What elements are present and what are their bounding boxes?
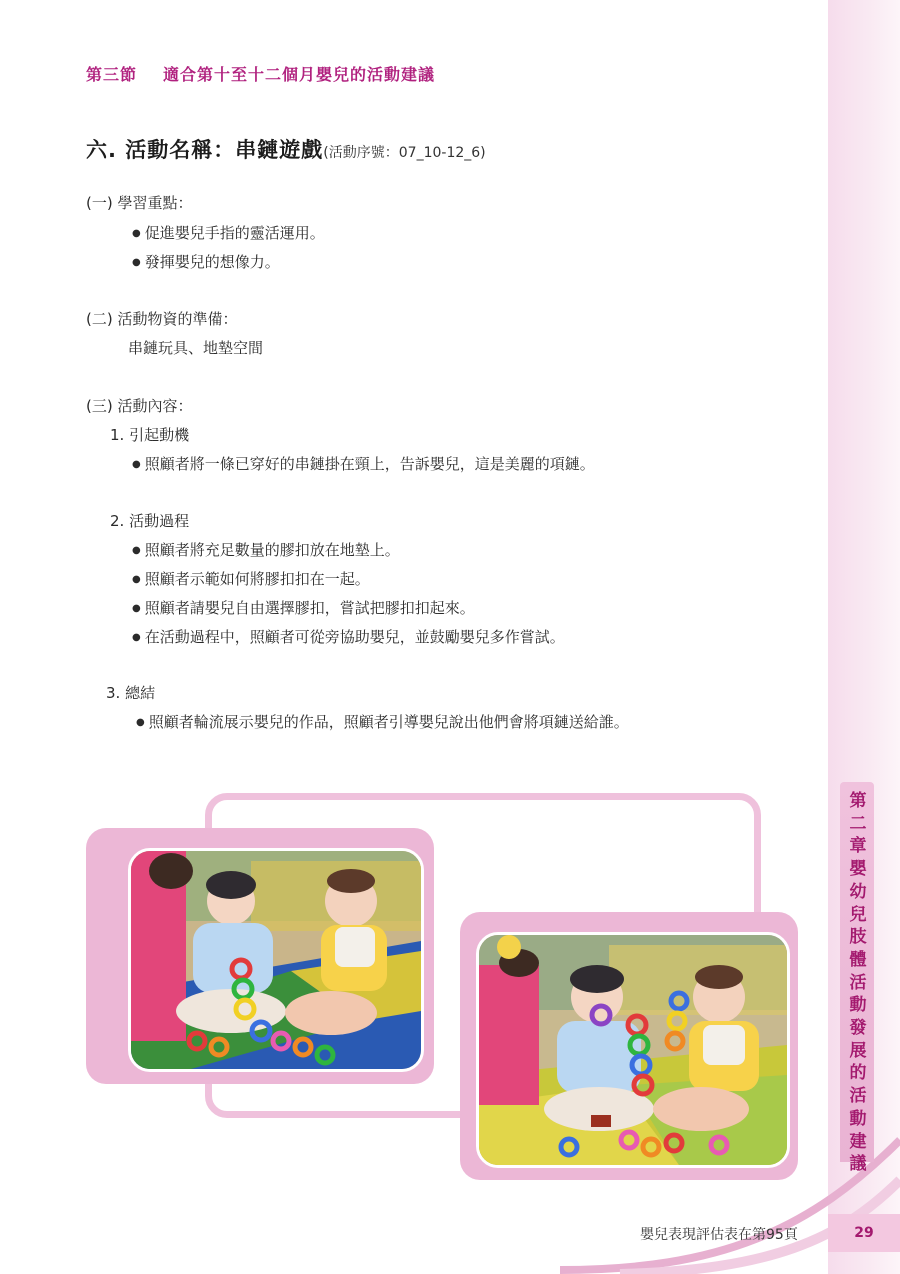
step-label: 3. 總結 xyxy=(106,684,156,702)
step-label: 1. 引起動機 xyxy=(110,426,190,444)
learning-focus-item: ● 發揮嬰兒的想像力。 xyxy=(132,251,280,272)
activity-name: 六. 活動名稱：串鏈遊戲 xyxy=(86,138,324,162)
materials-heading: (二) 活動物資的準備： xyxy=(86,310,238,328)
learning-focus-item: ● 促進嬰兒手指的靈活運用。 xyxy=(132,222,325,243)
photo-illustration xyxy=(131,851,421,1069)
assessment-note: 嬰兒表現評估表在第95頁 xyxy=(640,1227,798,1243)
step-item: ● 照顧者輪流展示嬰兒的作品，照顧者引導嬰兒說出他們會將項鏈送給誰。 xyxy=(136,711,629,732)
section-number: 第三節 xyxy=(86,65,138,84)
activity-code: (活動序號：07_10-12_6) xyxy=(323,145,486,161)
section-header xyxy=(86,62,435,85)
content-heading: (三) 活動內容： xyxy=(86,397,193,415)
step-item: ● 照顧者請嬰兒自由選擇膠扣，嘗試把膠扣扣起來。 xyxy=(132,597,475,618)
activity-photo-1 xyxy=(128,848,424,1072)
photo-illustration xyxy=(479,935,787,1165)
step-item: ● 照顧者示範如何將膠扣扣在一起。 xyxy=(132,568,370,589)
step-label: 2. 活動過程 xyxy=(110,512,190,530)
step-item: ● 照顧者將一條已穿好的串鏈掛在頸上，告訴嬰兒，這是美麗的項鏈。 xyxy=(132,453,595,474)
step-item: ● 在活動過程中，照顧者可從旁協助嬰兒，並鼓勵嬰兒多作嘗試。 xyxy=(132,626,565,647)
page-number: 29 xyxy=(828,1214,900,1252)
learning-focus-heading: (一) 學習重點： xyxy=(86,194,193,212)
activity-title xyxy=(86,134,486,164)
activity-photo-2 xyxy=(476,932,790,1168)
step-item: ● 照顧者將充足數量的膠扣放在地墊上。 xyxy=(132,539,400,560)
materials-text: 串鏈玩具、地墊空間 xyxy=(128,339,264,357)
chapter-label: 第二章 嬰幼兒肢體活動發展的活動建議 xyxy=(849,791,867,1175)
section-title: 適合第十至十二個月嬰兒的活動建議 xyxy=(163,65,436,84)
